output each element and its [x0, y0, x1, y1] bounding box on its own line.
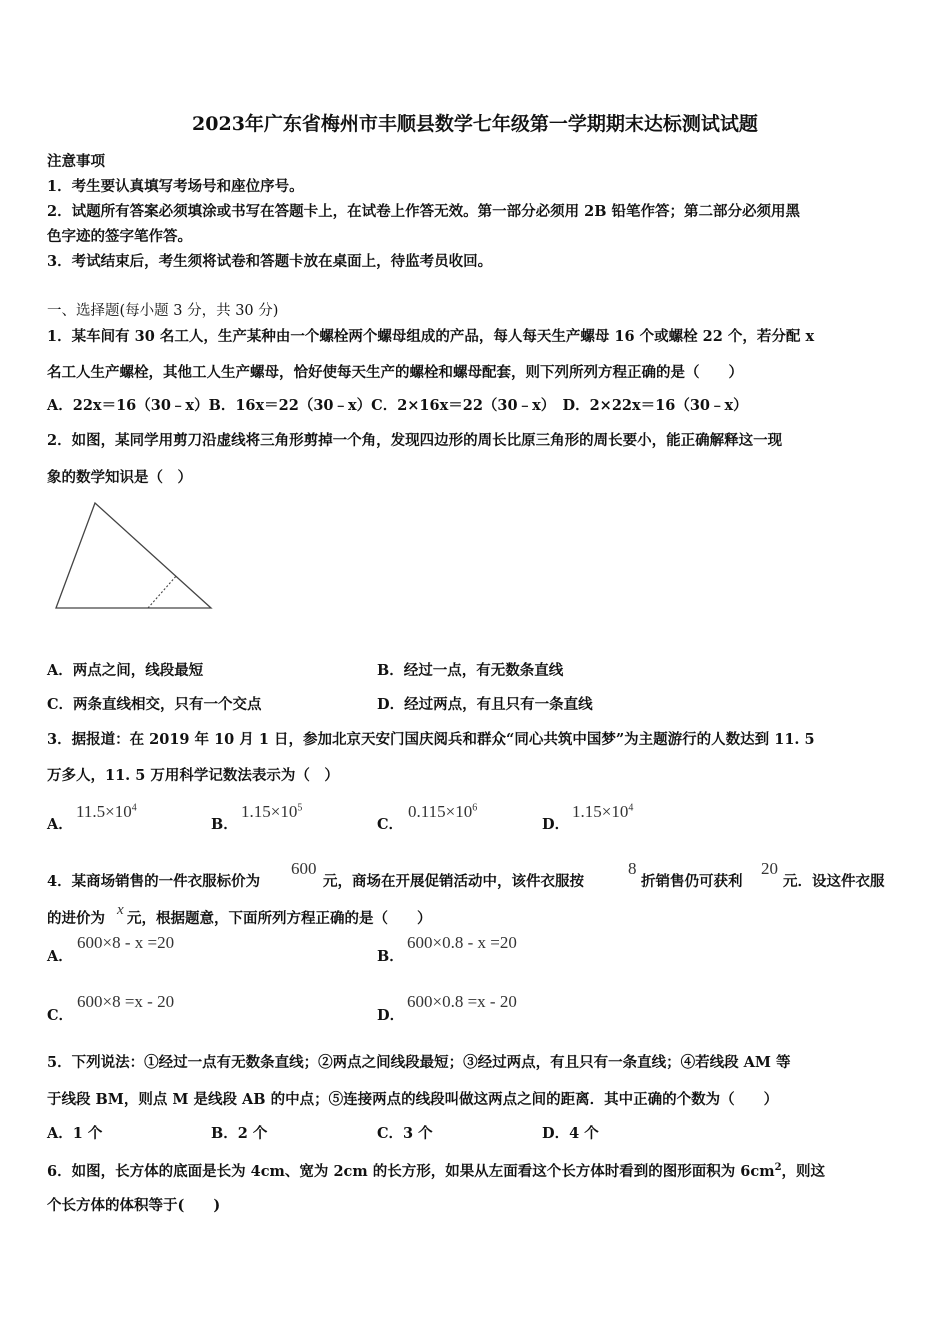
question-2-line1: 2．如图，某同学用剪刀沿虚线将三角形剪掉一个角，发现四边形的周长比原三角形的周长要小，能正确解释这一现 [47, 432, 783, 449]
question-3-option-c-expr: $0.115\times 10^6$ [408, 802, 478, 821]
question-3-line2: 万多人，11. 5 万用科学记数法表示为（ ） [47, 767, 339, 784]
question-3-option-d-label: D． [542, 816, 570, 833]
question-5-line2: 于线段 BM，则点 M 是线段 AB 的中点；⑤连接两点的线段叫做这两点之间的距离．其中正确的个数为（ ） [47, 1091, 779, 1108]
question-1-options: A．22x＝16（30﹣x）B．16x＝22（30﹣x）C．2×16x＝22（30﹣x） D．2×22x＝16（30﹣x） [47, 397, 748, 414]
question-4-option-c-eq: 600×8 =x - 20 [77, 992, 175, 1011]
question-4-line2a: 的进价为 [47, 910, 105, 927]
question-3-option-b-label: B． [211, 816, 238, 833]
notice-item: 1．考生要认真填写考场号和座位序号。 [47, 178, 304, 195]
question-5-option-b: B．2 个 [211, 1125, 268, 1142]
question-5-option-a: A．1 个 [47, 1125, 103, 1142]
section-heading: 一、选择题(每小题 3 分，共 30 分) [47, 303, 279, 319]
question-4-text-3: 折销售仍可获利 [641, 873, 743, 890]
question-4-variable: x [117, 902, 124, 918]
notice-item: 3．考试结束后，考生须将试卷和答题卡放在桌面上，待监考员收回。 [47, 253, 493, 270]
question-3-option-a-expr: $11.5\times 10^4$ [76, 802, 137, 821]
question-3-option-b-expr: $1.15\times 10^5$ [241, 802, 303, 821]
question-5-option-c: C．3 个 [377, 1125, 433, 1142]
cut-dashed-line [148, 575, 177, 608]
question-5-line1: 5．下列说法：①经过一点有无数条直线；②两点之间线段最短；③经过两点，有且只有一条直线；④若线段 AM 等 [47, 1054, 791, 1071]
question-2-option-c: C．两条直线相交，只有一个交点 [47, 696, 262, 713]
question-4-price: 600 [291, 859, 317, 878]
question-4-text-2: 元，商场在开展促销活动中，该件衣服按 [323, 873, 584, 890]
question-4-option-b-label: B． [377, 948, 404, 965]
question-4-option-c-label: C． [47, 1007, 74, 1024]
question-6-line2: 个长方体的体积等于( ) [47, 1197, 221, 1214]
question-3-line1: 3．据报道：在 2019 年 10 月 1 日，参加北京天安门国庆阅兵和群众“同心共筑中国梦”为主题游行的人数达到 11. 5 [47, 731, 815, 748]
question-2-line2: 象的数学知识是（ ） [47, 469, 192, 486]
question-4-text-4: 元．设这件衣服 [783, 873, 885, 890]
notice-heading: 注意事项 [47, 153, 105, 170]
question-1-line1: 1．某车间有 30 名工人，生产某种由一个螺栓两个螺母组成的产品，每人每天生产螺母 16 个或螺栓 22 个，若分配 x [47, 328, 815, 345]
question-5-option-d: D．4 个 [542, 1125, 599, 1142]
triangle-outline [56, 503, 211, 608]
question-3-option-c-label: C． [377, 816, 404, 833]
question-4-line2b: 元，根据题意，下面所列方程正确的是（ ） [127, 910, 432, 927]
question-4-option-a-eq: 600×8 - x =20 [77, 933, 175, 952]
page-title: 2023年广东省梅州市丰顺县数学七年级第一学期期末达标测试试题 [192, 113, 758, 135]
question-4-text-1: 4．某商场销售的一件衣服标价为 [47, 873, 261, 890]
question-4-option-d-eq: 600×0.8 =x - 20 [407, 992, 517, 1011]
question-4-option-d-label: D． [377, 1007, 405, 1024]
notice-item: 2．试题所有答案必须填涂或书写在答题卡上，在试卷上作答无效。第一部分必须用 2B 铅笔作答；第二部分必须用黑 [47, 203, 801, 220]
question-1-line2: 名工人生产螺栓，其他工人生产螺母，恰好使每天生产的螺栓和螺母配套，则下列所列方程正确的是（ ） [47, 364, 743, 381]
question-4-option-b-eq: 600×0.8 - x =20 [407, 933, 517, 952]
question-2-option-d: D．经过两点，有且只有一条直线 [377, 696, 593, 713]
question-3-option-a-label: A． [47, 816, 73, 833]
question-2-option-a: A．两点之间，线段最短 [47, 662, 204, 679]
question-2-option-b: B．经过一点，有无数条直线 [377, 662, 564, 679]
question-4-discount: 8 [628, 859, 637, 878]
notice-item: 色字迹的签字笔作答。 [47, 228, 192, 245]
question-4-option-a-label: A． [47, 948, 73, 965]
triangle-figure [50, 495, 220, 615]
question-4-profit: 20 [761, 859, 778, 878]
question-6-line1: 6．如图，长方体的底面是长为 4cm、宽为 2cm 的长方形，如果从左面看这个长方体时看到的图形面积为 $6cm^2$，则这 [47, 1162, 826, 1180]
question-3-option-d-expr: $1.15\times 10^4$ [572, 802, 634, 821]
